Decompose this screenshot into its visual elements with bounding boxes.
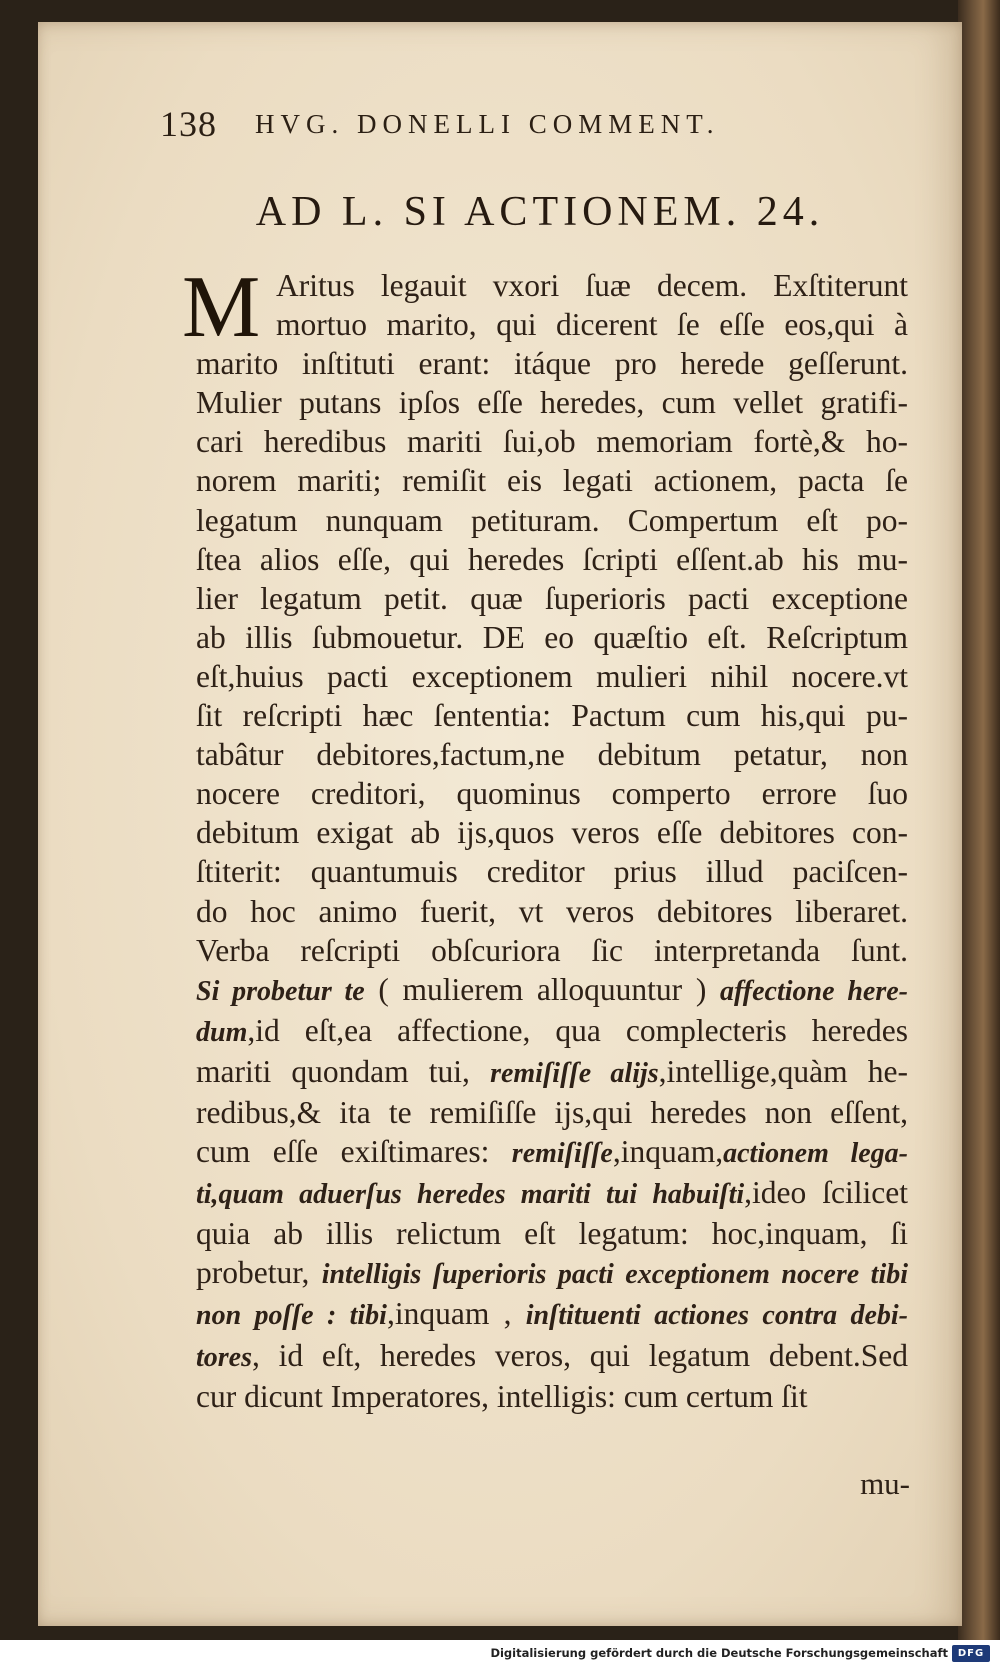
- text-segment: ( mulierem alloquuntur ): [364, 971, 720, 1007]
- text-segment: nocere creditori, quominus comperto errore ſuo: [196, 776, 908, 812]
- page-number: 138: [160, 104, 217, 144]
- text-segment: Aritus legauit vxori ſuæ decem. Exſtiterunt: [276, 268, 908, 303]
- italic-segment: affectione here-: [719, 975, 908, 1007]
- italic-segment: intelligis ſuperioris pacti exceptionem nocere tibi: [321, 1259, 909, 1291]
- text-segment: ,inquam,: [612, 1134, 724, 1170]
- text-line: [196, 383, 908, 422]
- italic-segment: remiſiſſe alijs: [490, 1057, 659, 1089]
- text-segment: debitum exigat ab ijs,quos veros eſſe debitores con-: [196, 815, 908, 851]
- italic-segment: inſtituenti actiones contra debi-: [525, 1300, 908, 1332]
- text-segment: ,inquam ,: [386, 1296, 526, 1332]
- text-line: [196, 696, 908, 735]
- text-line: [196, 892, 908, 931]
- text-segment: ſit reſcripti hæc ſententia: Pactum cum his,qui pu-: [196, 698, 908, 734]
- text-line: [196, 970, 908, 1011]
- running-head: [160, 104, 860, 144]
- text-line: [196, 735, 908, 774]
- text-segment: redibus,& ita te remiſiſſe ijs,qui heredes non eſſent,: [196, 1094, 908, 1130]
- text-segment: cari heredibus mariti ſui,ob memoriam fortè,& ho-: [196, 424, 908, 460]
- text-segment: probetur,: [196, 1255, 322, 1291]
- text-line: [196, 1052, 908, 1093]
- text-segment: ,ideo ſcilicet: [744, 1175, 908, 1211]
- text-segment: legatum nunquam petituram. Compertum eſt po-: [196, 502, 908, 538]
- text-segment: tabâtur debitores,factum,ne debitum petatur, non: [196, 737, 908, 773]
- text-line: [196, 1011, 908, 1052]
- text-segment: cum eſſe exiſtimares:: [196, 1134, 512, 1170]
- text-line: [196, 579, 908, 618]
- text-line: [196, 1336, 908, 1377]
- text-line: [196, 461, 908, 500]
- italic-segment: tores: [196, 1341, 252, 1373]
- text-line: [196, 774, 908, 813]
- italic-segment: Si probetur te: [196, 975, 365, 1007]
- book-edge: [958, 0, 1000, 1640]
- text-segment: ,intellige,quàm he-: [658, 1053, 909, 1089]
- italic-segment: non poſſe : tibi: [196, 1300, 387, 1332]
- text-segment: Mulier putans ipſos eſſe heredes, cum vellet gratifi-: [196, 385, 908, 421]
- italic-segment: dum: [196, 1016, 248, 1048]
- text-line: [196, 344, 908, 383]
- text-line: [196, 422, 908, 461]
- text-segment: ſtiterit: quantumuis creditor prius illud paciſcen-: [196, 854, 908, 890]
- text-segment: ,id eſt,ea affectione, qua complecteris heredes: [247, 1012, 908, 1048]
- drop-cap: M: [182, 259, 261, 356]
- running-title: HVG. DONELLI COMMENT.: [255, 108, 720, 139]
- funding-credit: Digitalisierung gefördert durch die Deutsche Forschungsgemeinschaft: [490, 1646, 948, 1660]
- text-segment: quia ab illis relictum eſt legatum: hoc,inquam, ſi: [196, 1216, 908, 1252]
- text-line: [196, 1377, 908, 1416]
- text-segment: ſtea alios eſſe, qui heredes ſcripti eſſent.ab his mu-: [196, 541, 908, 577]
- text-lines: [196, 266, 908, 1416]
- text-line: [196, 618, 908, 657]
- text-segment: norem mariti; remiſit eis legati actionem, pacta ſe: [196, 463, 908, 499]
- section-heading: AD L. SI ACTIONEM. 24.: [255, 189, 825, 235]
- text-line: [196, 657, 908, 696]
- text-line: [196, 813, 908, 852]
- text-line: [196, 1294, 908, 1335]
- text-segment: ab illis ſubmouetur. DE eo quæſtio eſt. Reſcriptum: [196, 619, 908, 655]
- text-line: [196, 1093, 908, 1132]
- text-line: [196, 266, 908, 305]
- italic-segment: remiſiſſe: [511, 1138, 613, 1170]
- text-line: [196, 1132, 908, 1173]
- italic-segment: ti,quam aduerſus heredes mariti tui habuiſti: [196, 1179, 745, 1211]
- text-segment: , id eſt, heredes veros, qui legatum debent.Sed: [252, 1337, 908, 1373]
- text-line: [196, 305, 908, 344]
- text-segment: mortuo marito, qui dicerent ſe eſſe eos,qui à: [276, 307, 908, 343]
- text-line: [196, 540, 908, 579]
- text-segment: do hoc animo fuerit, vt veros debitores liberaret.: [196, 893, 908, 929]
- text-segment: lier legatum petit. quæ ſuperioris pacti exceptione: [196, 580, 908, 616]
- text-line: [196, 931, 908, 970]
- text-segment: eſt,huius pacti exceptionem mulieri nihil nocere.vt: [196, 658, 908, 694]
- dfg-logo: DFG: [952, 1645, 990, 1662]
- text-segment: marito inſtituti erant: itáque pro herede geſſerunt.: [196, 346, 908, 382]
- italic-segment: actionem lega-: [723, 1138, 908, 1170]
- text-line: [196, 1173, 908, 1214]
- text-line: [196, 1253, 908, 1294]
- text-segment: Verba reſcripti obſcuriora ſic interpretanda ſunt.: [196, 932, 908, 968]
- text-segment: cur dicunt Imperatores, intelligis: cum certum ſit: [196, 1378, 808, 1414]
- text-line: [196, 501, 908, 540]
- body-text: [182, 259, 909, 1486]
- text-line: [196, 852, 908, 891]
- catchword: mu-: [860, 1466, 910, 1501]
- text-line: [196, 1214, 908, 1253]
- text-segment: mariti quondam tui,: [196, 1053, 491, 1089]
